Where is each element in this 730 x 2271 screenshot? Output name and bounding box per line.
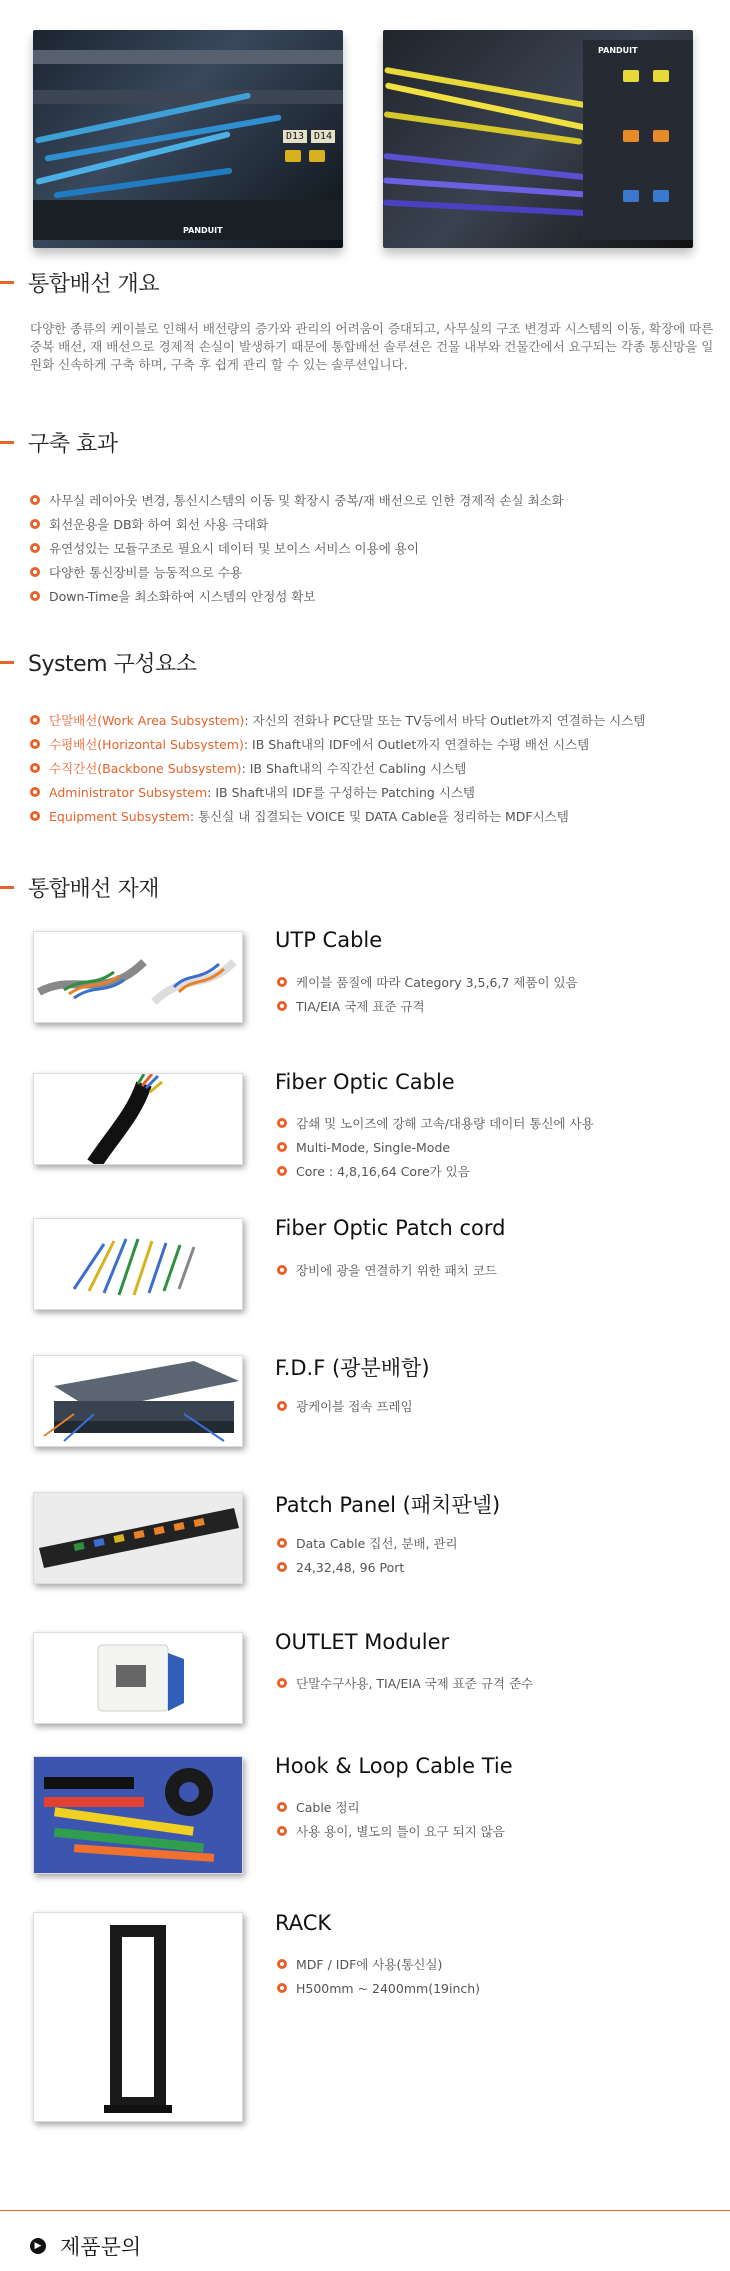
- chevron-right-icon: ▶: [30, 2238, 46, 2254]
- product-title: Fiber Optic Patch cord: [275, 1216, 506, 1240]
- section-effects-heading: [0, 424, 118, 460]
- list-item: 사용 용이, 별도의 틀이 요구 되지 않음: [277, 1819, 717, 1843]
- list-item: Administrator Subsystem : IB Shaft내의 IDF를 구성하는 Patching 시스템: [30, 780, 720, 804]
- product-title: Hook & Loop Cable Tie: [275, 1754, 513, 1778]
- bullet-icon: [277, 1001, 287, 1011]
- bullet-icon: [30, 811, 40, 821]
- bullet-icon: [30, 739, 40, 749]
- bullet-icon: [277, 1983, 287, 1993]
- brand-logo: PANDUIT: [598, 46, 638, 55]
- bullet-icon: [30, 715, 40, 725]
- bullet-icon: [277, 977, 287, 987]
- accent-bar: [0, 441, 14, 444]
- bullet-icon: [277, 1401, 287, 1411]
- hero-photo-right: [383, 30, 693, 248]
- section-overview-heading: [0, 264, 159, 300]
- bullet-icon: [277, 1562, 287, 1572]
- list-item: 단말배선(Work Area Subsystem) : 자신의 전화나 PC단말 또는 TV등에서 바닥 Outlet까지 연결하는 시스템: [30, 708, 720, 732]
- product-features: [277, 1111, 717, 1183]
- list-item: Data Cable 집선, 분배, 관리: [277, 1531, 717, 1555]
- bullet-icon: [277, 1959, 287, 1969]
- list-item: Equipment Subsystem : 통신실 내 집결되는 VOICE 및 DATA Cable을 정리하는 MDF시스템: [30, 804, 720, 828]
- product-features: [277, 1952, 717, 2000]
- section-title: System 구성요소: [28, 651, 197, 677]
- list-item: 광케이블 접속 프레임: [277, 1394, 717, 1418]
- product-features: [277, 1795, 717, 1843]
- product-title: OUTLET Moduler: [275, 1630, 450, 1654]
- footer-title: 제품문의: [60, 2235, 142, 2259]
- bullet-icon: [277, 1118, 287, 1128]
- section-title: 통합배선 자재: [28, 876, 160, 902]
- list-item: 케이블 품질에 따라 Category 3,5,6,7 제품이 있음: [277, 970, 717, 994]
- product-features: [277, 1258, 717, 1282]
- list-item: TIA/EIA 국제 표준 규격: [277, 994, 717, 1018]
- bullet-icon: [277, 1826, 287, 1836]
- list-item: 24,32,48, 96 Port: [277, 1555, 717, 1579]
- bullet-icon: [277, 1166, 287, 1176]
- bullet-icon: [30, 787, 40, 797]
- list-item: Down-Time을 최소화하여 시스템의 안정성 확보: [30, 584, 720, 608]
- product-title: UTP Cable: [275, 928, 383, 952]
- accent-bar: [0, 661, 14, 664]
- product-title: Patch Panel (패치판넬): [275, 1493, 501, 1517]
- accent-bar: [0, 281, 14, 284]
- product-image-utp-cable: [33, 931, 243, 1023]
- list-item: 회선운용을 DB화 하여 회선 사용 극대화: [30, 512, 720, 536]
- list-item: Cable 정리: [277, 1795, 717, 1819]
- list-item: 단말수구사용, TIA/EIA 국제 표준 규격 준수: [277, 1671, 717, 1695]
- footer-divider: [0, 2210, 730, 2211]
- product-features: [277, 1394, 717, 1418]
- hero-photo-left: [33, 30, 343, 248]
- bullet-icon: [277, 1678, 287, 1688]
- list-item: 수직간선(Backbone Subsystem) : IB Shaft내의 수직간선 Cabling 시스템: [30, 756, 720, 780]
- bullet-icon: [277, 1265, 287, 1275]
- product-image-fiber-optic-patch-cord: [33, 1218, 243, 1310]
- list-item: 장비에 광을 연결하기 위한 패치 코드: [277, 1258, 717, 1282]
- list-item: H500mm ~ 2400mm(19inch): [277, 1976, 717, 2000]
- product-image-outlet-moduler: [33, 1632, 243, 1724]
- list-item: 사무실 레이아웃 변경, 통신시스템의 이동 및 확장시 중복/재 배선으로 인한 경제적 손실 최소화: [30, 488, 720, 512]
- list-item: MDF / IDF에 사용(통신실): [277, 1952, 717, 1976]
- product-inquiry-link[interactable]: [30, 2231, 141, 2261]
- bullet-icon: [30, 495, 40, 505]
- section-title: 구축 효과: [28, 431, 118, 457]
- product-title: Fiber Optic Cable: [275, 1070, 455, 1094]
- bullet-icon: [30, 543, 40, 553]
- product-image-fiber-optic-cable: [33, 1073, 243, 1165]
- bullet-icon: [277, 1802, 287, 1812]
- overview-text: 다양한 종류의 케이블로 인해서 배선량의 증가와 관리의 어려움이 증대되고, 사무실의 구조 변경과 시스템의 이동, 확장에 따른 중복 배선, 재 배선으로 경제적 손실이 발생하기 때문에 통합배선 솔루션은 건물 내부와 건물간에서 요구되는 각종 통신망을 일원화 신속하게 구축 하며, 구축 후 쉽게 관리 할 수 있는 솔루션입니다.: [30, 321, 714, 372]
- list-item: Core : 4,8,16,64 Core가 있음: [277, 1159, 717, 1183]
- product-title: F.D.F (광분배함): [275, 1356, 430, 1380]
- bullet-icon: [30, 763, 40, 773]
- product-features: [277, 1531, 717, 1579]
- section-system-heading: [0, 644, 197, 680]
- product-features: [277, 1671, 717, 1695]
- port-label: D14: [311, 130, 335, 143]
- bullet-icon: [30, 591, 40, 601]
- product-features: [277, 970, 717, 1018]
- list-item: Multi-Mode, Single-Mode: [277, 1135, 717, 1159]
- brand-logo: PANDUIT: [183, 226, 223, 235]
- list-item: 수평배선(Horizontal Subsystem) : IB Shaft내의 IDF에서 Outlet까지 연결하는 수평 배선 시스템: [30, 732, 720, 756]
- list-item: 감쇄 및 노이즈에 강해 고속/대용량 데이터 통신에 사용: [277, 1111, 717, 1135]
- effects-list: [30, 488, 720, 608]
- section-title: 통합배선 개요: [28, 271, 160, 297]
- bullet-icon: [277, 1142, 287, 1152]
- list-item: 다양한 통신장비를 능동적으로 수용: [30, 560, 720, 584]
- port-label: D13: [283, 130, 307, 143]
- product-image-rack: [33, 1912, 243, 2122]
- product-image-hook-loop-cable-tie: [33, 1756, 243, 1874]
- product-image-fdf: [33, 1355, 243, 1447]
- product-title: RACK: [275, 1911, 332, 1935]
- bullet-icon: [30, 519, 40, 529]
- accent-bar: [0, 886, 14, 889]
- list-item: 유연성있는 모듈구조로 필요시 데이터 및 보이스 서비스 이용에 용이: [30, 536, 720, 560]
- section-materials-heading: [0, 869, 159, 905]
- product-image-patch-panel: [33, 1492, 243, 1584]
- system-list: [30, 708, 720, 828]
- bullet-icon: [277, 1538, 287, 1548]
- bullet-icon: [30, 567, 40, 577]
